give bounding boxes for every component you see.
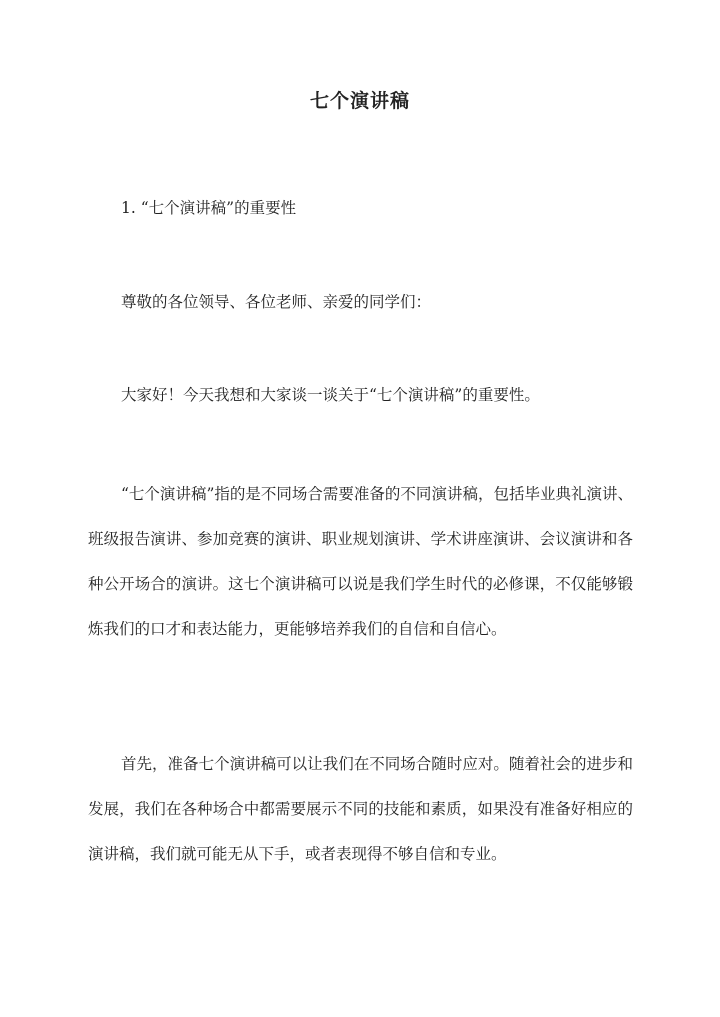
document-title: 七个演讲稿: [309, 90, 410, 112]
paragraph-first-point: 首先，准备七个演讲稿可以让我们在不同场合随时应对。随着社会的进步和发展，我们在各种场合中都需要展示不同的技能和素质，如果没有准备好相应的演讲稿，我们就可能无从下手，或者表现得不够自信和专业。: [88, 755, 633, 863]
paragraph-definition: “七个演讲稿”指的是不同场合需要准备的不同演讲稿，包括毕业典礼演讲、班级报告演讲、参加竞赛的演讲、职业规划演讲、学术讲座演讲、会议演讲和各种公开场合的演讲。这七个演讲稿可以说是我们学生时代的必修课，不仅能够锻炼我们的口才和表达能力，更能够培养我们的自信和自信心。: [88, 485, 633, 638]
section-heading: 1. “七个演讲稿”的重要性: [121, 199, 297, 217]
paragraph-greeting: 尊敬的各位领导、各位老师、亲爱的同学们：: [121, 293, 432, 311]
paragraph-intro: 大家好！今天我想和大家谈一谈关于“七个演讲稿”的重要性。: [121, 386, 540, 404]
